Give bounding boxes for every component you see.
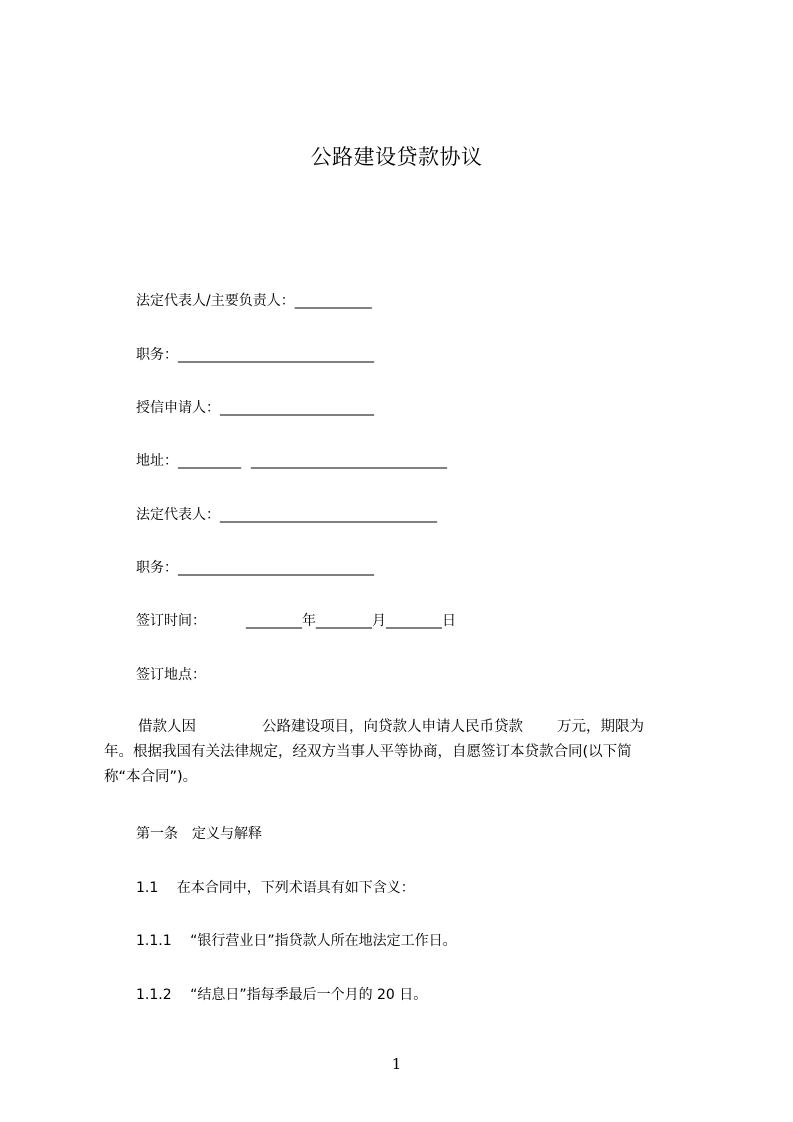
intro-line-1 [104,715,702,740]
field-position-2: 职务：____________________________ [136,560,374,576]
field-legal-rep: 法定代表人：_______________________________ [136,507,437,523]
intro-line1-part1: 借款人因 [138,719,196,735]
clause-1-1: 1.1 在本合同中，下列术语具有如下含义： [136,880,415,896]
field-signing-time [136,611,456,631]
document-title: 公路建设贷款协议 [310,145,483,169]
clause-1-1-2: 1.1.2 “结息日”指每季最后一个月的 20 日。 [136,987,428,1003]
field-address [136,451,447,471]
field-position-1: 职务：____________________________ [136,347,374,363]
intro-paragraph [104,715,702,790]
article-1-heading: 第一条 定义与解释 [136,826,262,842]
field-signing-place: 签订地点： [136,667,206,683]
signing-time-label: 签订时间： [136,613,206,629]
intro-line1-part3: 万元，期限为 [557,719,644,735]
signing-time-blanks: ________年________月________日 [246,613,456,629]
field-address-part2: ____________________________ [251,453,447,469]
field-credit-applicant: 授信申请人：______________________ [136,400,374,416]
intro-line-2: 年。根据我国有关法律规定，经双方当事人平等协商，自愿签订本贷款合同(以下简 [104,744,632,760]
intro-line-3: 称“本合同”)。 [104,769,198,785]
clause-1-1-1: 1.1.1 “银行营业日”指贷款人所在地法定工作日。 [136,933,457,949]
field-address-part1: 地址：_________ [136,453,241,469]
page-number: 1 [391,1055,402,1073]
intro-line1-part2: 公路建设项目，向贷款人申请人民币贷款 [262,719,523,735]
field-legal-rep-principal: 法定代表人/主要负责人：___________ [136,293,372,309]
